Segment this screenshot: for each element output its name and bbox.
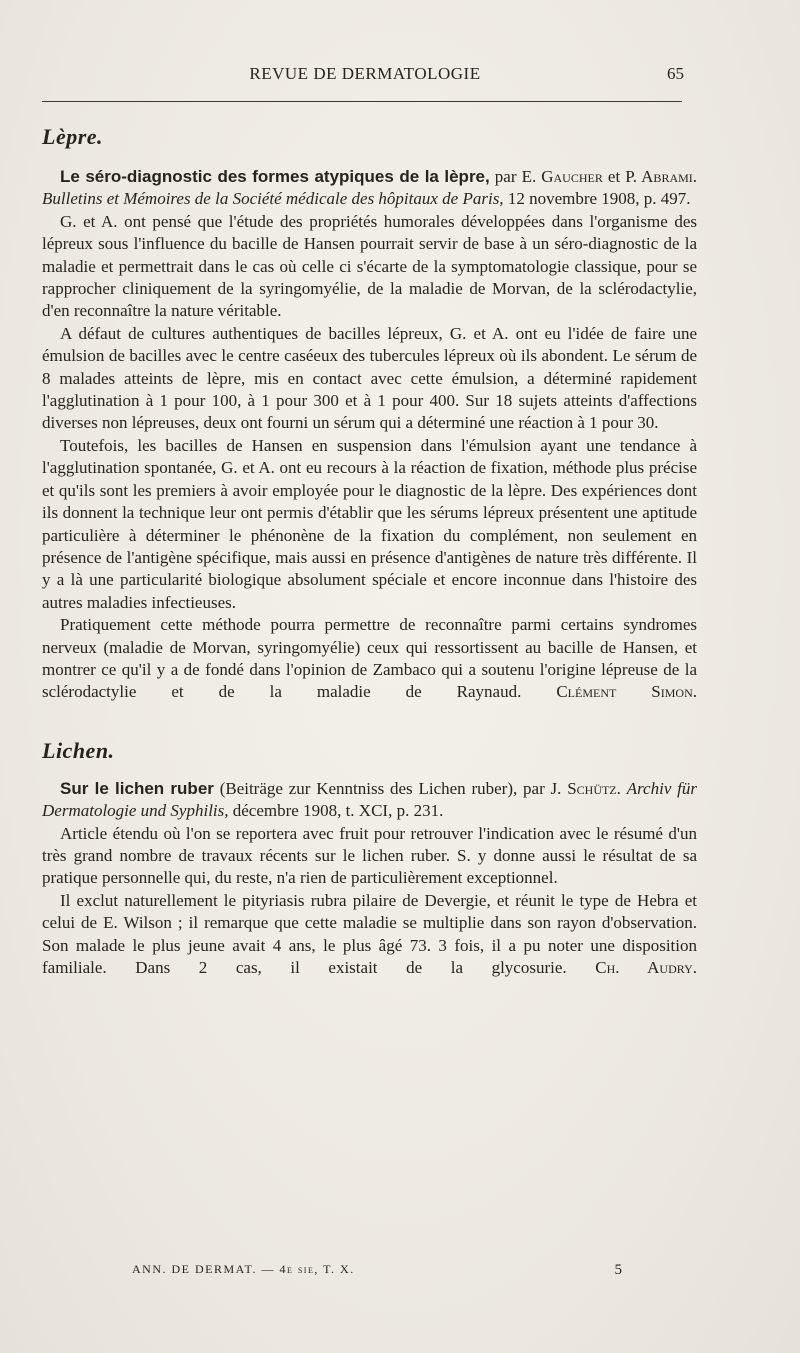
header-rule [42,101,682,102]
author-name: P. Abrami. [625,167,698,186]
and-word: et [607,167,621,186]
author-name: J. Schütz. [550,778,621,798]
paragraph: A défaut de cultures authentiques de bacilles lépreux, G. et A. ont eu l'idée de faire une émulsion de bacilles avec le centre caséeux des tubercules lépreux où ils abondent. Le sérum de 8 malades atteints de lèpre, mis en contact avec cette émulsion, a déterminé rapidement l'agglutination à 1 pour 100, à 1 pour 300 et à 1 pour 400. Sur 18 sujets atteints d'affections diverses non lépreuses, deux ont fourni un sérum qui a déterminé une réaction à 1 pour 30. [42,323,697,433]
by-word: par [494,167,517,186]
section-lichen [42,736,697,980]
citation-details: 12 novembre 1908, p. 497. [507,189,691,209]
paragraph-text: Il exclut naturellement le pityriasis rubra pilaire de Devergie, et réunit le type de Hebra et celui de E. Wilson ; il remarque que cette maladie se multiplie dans son rayon d'observation. Son malade le plus jeune avait 4 ans, le plus âgé 73. 3 fois, il a pu noter une disposition familiale. Dans 2 cas, il existait de la glycosurie. [42,890,697,977]
page-number: 65 [667,64,684,83]
article-subtitle: (Beiträge zur Kenntniss des Lichen ruber), par [219,778,545,798]
paragraph: Article étendu où l'on se reportera avec fruit pour retrouver l'indication avec le résumé d'un très grand nombre de travaux récents sur le lichen ruber. S. y donne aussi le résultat de sa pratique personnelle qui, du reste, n'a rien de particulièrement exceptionnel. [42,823,697,888]
paragraph-text: Pratiquement cette méthode pourra permettre de reconnaître parmi certains syndromes nerveux (maladie de Morvan, syringomyélie) ceux qui ressortissent au bacille de Hansen, et montrer ce qu'il y a de fondé dans l'opinion de Zambaco qui a soutenu l'origine lépreuse de la sclérodactylie et de la maladie de Raynaud. [42,615,697,702]
article-title: Le séro-diagnostic des formes atypiques de la lèpre, [60,167,490,186]
author-name: E. Gaucher [521,167,603,186]
journal-name: Archiv für Dermatologie und Syphilis, [42,778,698,821]
section-lepre [42,122,697,704]
signed-paragraph [42,614,697,704]
citation-details: décembre 1908, t. XCI, p. 231. [232,801,444,821]
body-text [42,122,697,979]
paragraph: G. et A. ont pensé que l'étude des propriétés humorales développées dans l'organisme des lépreux sous l'influence du bacille de Hansen pourrait servir de base à un séro-diagnostic de la maladie et permettrait dans le cas où celle ci s'écarte de la symptomatologie classique, pour se rapprocher cliniquement de la syringomyélie, de la maladie de Morvan, de la sclérodactylie, d'en reconnaître la nature véritable. [42,211,697,321]
footer-reference: ANN. DE DERMAT. — 4e sie, T. X. [132,1262,355,1276]
journal-name: Bulletins et Mémoires de la Société médicale des hôpitaux de Paris, [42,189,504,209]
running-head [0,64,800,86]
reviewer-signature: Ch. Audry. [595,958,698,977]
page-footer [0,1262,800,1282]
section-heading-lepre: Lèpre. [42,124,104,149]
citation-lepre [42,166,697,211]
article-title: Sur le lichen ruber [60,778,214,798]
citation-lichen [42,778,697,823]
section-heading-lichen: Lichen. [42,737,115,763]
signed-paragraph [42,890,697,980]
reviewer-signature: Clément Simon. [556,682,698,702]
signature-mark: 5 [614,1262,622,1278]
running-title: REVUE DE DERMATOLOGIE [249,64,481,83]
paragraph: Toutefois, les bacilles de Hansen en suspension dans l'émulsion ayant une tendance à l'agglutination spontanée, G. et A. ont eu recours à la réaction de fixation, méthode plus précise et qu'ils sont les premiers à avoir employée pour le diagnostic de la lèpre. Des expériences dont ils donnent la technique leur ont permis d'établir que les sérums lépreux présentent une aptitude particulière à déterminer le phénonène de la fixation du complément, non seulement en présence de l'antigène spécifique, mais aussi en présence d'antigènes de nature très différente. Il y a là une particularité biologique absolument spéciale et encore inconnue dans l'histoire des autres maladies infectieuses. [42,435,697,612]
